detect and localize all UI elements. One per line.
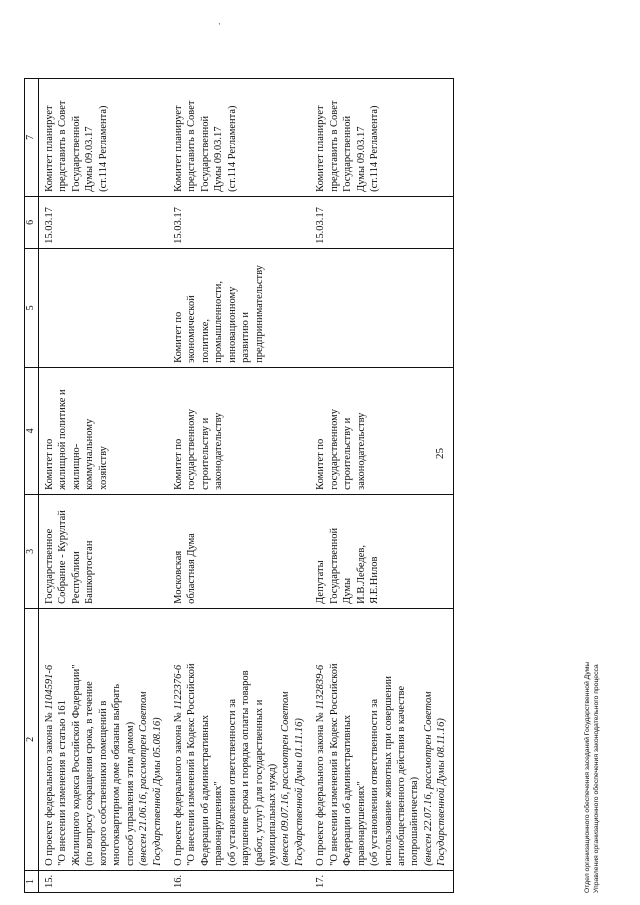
- bill-title-cell: [39, 608, 168, 870]
- committee-plan-line: Комитет планирует: [172, 105, 184, 192]
- bill-title-line: "О внесении изменений в Кодекс Российской: [186, 663, 198, 866]
- responsible-committee-cell: [39, 367, 168, 494]
- column-header: 1: [25, 870, 39, 892]
- review-date-cell: 15.03.17: [310, 196, 453, 248]
- initiator-line: Государственной: [328, 527, 340, 604]
- bill-title-line: использование животных при совершении: [382, 676, 394, 866]
- responsible-committee-line: государственному: [186, 408, 198, 490]
- committee-plan-line: (ст.114 Регламента): [369, 105, 381, 192]
- co-executor-committee-cell: [39, 248, 168, 367]
- responsible-committee-cell: [310, 367, 453, 494]
- co-executor-committee-cell: [310, 248, 453, 367]
- column-header: 3: [25, 494, 39, 608]
- bill-title-line: которого собственники помещений в: [97, 700, 109, 866]
- responsible-committee-line: жилищно-: [70, 443, 82, 490]
- co-executor-committee-line: развитию и: [240, 311, 252, 363]
- responsible-committee-line: Комитет по: [172, 438, 184, 490]
- bill-title-line: правонарушениях": [213, 781, 225, 866]
- bill-title-line: О проекте федерального закона № 1132839-6: [315, 664, 327, 866]
- committee-plan-line: (ст.114 Регламента): [226, 105, 238, 192]
- co-executor-committee-line: экономической: [186, 295, 198, 363]
- bill-note-line: Государственной Думы 08.11.16): [436, 718, 448, 866]
- footer-note: [584, 662, 602, 893]
- committee-plan-line: (ст.114 Регламента): [97, 105, 109, 192]
- initiator-line: Я.Е.Нилов: [369, 556, 381, 604]
- initiator-line: Московская: [172, 550, 184, 604]
- bill-title-line: О проекте федерального закона № 1104591-6: [44, 664, 55, 866]
- initiator-line: Башкортостан: [84, 540, 96, 604]
- column-header: 2: [25, 608, 39, 870]
- bill-title-line: нарушение срока и порядка оплаты товаров: [240, 670, 252, 866]
- committee-plan-line: Думы 09.03.17: [84, 126, 96, 192]
- row-number-cell: 15.: [39, 870, 168, 892]
- initiator-line: Депутаты: [315, 560, 327, 604]
- responsible-committee-line: строительству и: [342, 417, 354, 490]
- bill-title-line: (об установлении ответственности за: [369, 698, 381, 866]
- review-date-cell: 15.03.17: [39, 196, 168, 248]
- committee-plan-line: Государственной: [342, 115, 354, 192]
- responsible-committee-cell: [168, 367, 310, 494]
- table-row: [168, 78, 310, 892]
- bill-title-line: Федерации об административных: [342, 714, 354, 866]
- bill-title-line: правонарушениях": [355, 781, 367, 866]
- committee-plan-line: Государственной: [70, 115, 82, 192]
- committee-plan-line: Комитет планирует: [315, 105, 327, 192]
- header-row: [25, 78, 39, 892]
- committee-plan-cell: [168, 78, 310, 196]
- bill-note-line: (внесен 09.07.16, рассмотрен Советом: [280, 691, 292, 866]
- bill-title-line: Жилищного кодекса Российской Федерации": [70, 664, 82, 866]
- committee-plan-line: представить в Совет: [186, 100, 198, 192]
- bills-table: [24, 78, 454, 893]
- committee-plan-cell: [39, 78, 168, 196]
- bill-title-line: "О внесении изменений в Кодекс Российской: [328, 663, 340, 866]
- responsible-committee-line: Комитет по: [44, 438, 55, 490]
- table-row: [310, 78, 453, 892]
- margin-mark: .: [212, 22, 222, 25]
- initiator-line: областная Дума: [186, 533, 198, 604]
- committee-plan-line: представить в Совет: [328, 100, 340, 192]
- co-executor-committee-line: инновационному: [226, 286, 238, 363]
- committee-plan-line: представить в Совет: [57, 100, 69, 192]
- bill-title-line: (по вопросу сокращения срока, в течение: [84, 681, 96, 866]
- responsible-committee-line: государственному: [328, 408, 340, 490]
- responsible-committee-line: законодательству: [355, 412, 367, 490]
- bill-title-line: способ управления этим домом): [124, 721, 136, 866]
- footer-line: Управления организационного обеспечения законодательного процесса: [592, 664, 600, 893]
- responsible-committee-line: жилищной политике и: [57, 389, 69, 490]
- column-header: 7: [25, 78, 39, 196]
- co-executor-committee-line: предпринимательству: [253, 265, 265, 363]
- bill-title-line: антиобщественного действия в качестве: [395, 685, 407, 866]
- initiator-line: Республики: [70, 551, 82, 604]
- initiator-line: Государственное: [44, 528, 55, 604]
- table-row: [39, 78, 168, 892]
- column-header: 6: [25, 196, 39, 248]
- row-number-cell: 17.: [310, 870, 453, 892]
- bill-title-line: (об установлении ответственности за: [226, 698, 238, 866]
- table-body: [39, 78, 454, 892]
- review-date-cell: 15.03.17: [168, 196, 310, 248]
- responsible-committee-line: коммунальному: [84, 418, 96, 490]
- bill-title-line: попрошайничества): [409, 776, 421, 866]
- committee-plan-line: Думы 09.03.17: [355, 126, 367, 192]
- bill-title-cell: [310, 608, 453, 870]
- bill-title-line: О проекте федерального закона № 1122376-6: [172, 664, 184, 866]
- responsible-committee-line: хозяйству: [97, 446, 109, 490]
- responsible-committee-line: законодательству: [213, 412, 225, 490]
- initiator-line: Собрание - Курултай: [57, 510, 69, 604]
- bill-title-cell: [168, 608, 310, 870]
- initiator-cell: [168, 494, 310, 608]
- co-executor-committee-line: промышленности,: [213, 281, 225, 363]
- bill-note-line: Государственной Думы 01.11.16): [293, 718, 305, 866]
- column-header: 5: [25, 248, 39, 367]
- committee-plan-line: Думы 09.03.17: [213, 126, 225, 192]
- initiator-cell: [39, 494, 168, 608]
- initiator-line: Думы: [342, 577, 354, 604]
- co-executor-committee-cell: [168, 248, 310, 367]
- bill-note-line: (внесен 21.06.16, рассмотрен Советом: [138, 691, 150, 866]
- bill-title-line: многоквартирном доме обязаны выбрать: [111, 684, 123, 866]
- bill-note-line: (внесен 22.07.16, рассмотрен Советом: [422, 691, 434, 866]
- page-number: 25: [434, 448, 446, 459]
- initiator-line: И.В.Лебедев,: [355, 545, 367, 604]
- co-executor-committee-line: Комитет по: [172, 311, 184, 363]
- initiator-cell: [310, 494, 453, 608]
- bill-title-line: "О внесении изменения в статью 161: [57, 700, 69, 866]
- bill-title-line: (работ, услуг) для государственных и: [253, 699, 265, 866]
- committee-plan-line: Комитет планирует: [44, 105, 55, 192]
- column-header: 4: [25, 367, 39, 494]
- committee-plan-cell: [310, 78, 453, 196]
- bill-title-line: Федерации об административных: [199, 714, 211, 866]
- row-number-cell: 16.: [168, 870, 310, 892]
- footer-line: Отдел организационного обеспечения заседаний Государственной Думы: [584, 661, 591, 893]
- co-executor-committee-line: политике,: [199, 318, 211, 363]
- bill-title-line: муниципальных нужд): [267, 763, 278, 866]
- responsible-committee-line: Комитет по: [315, 438, 327, 490]
- bill-note-line: Государственной Думы 05.08.16): [151, 717, 163, 866]
- responsible-committee-line: строительству и: [199, 417, 211, 490]
- committee-plan-line: Государственной: [199, 115, 211, 192]
